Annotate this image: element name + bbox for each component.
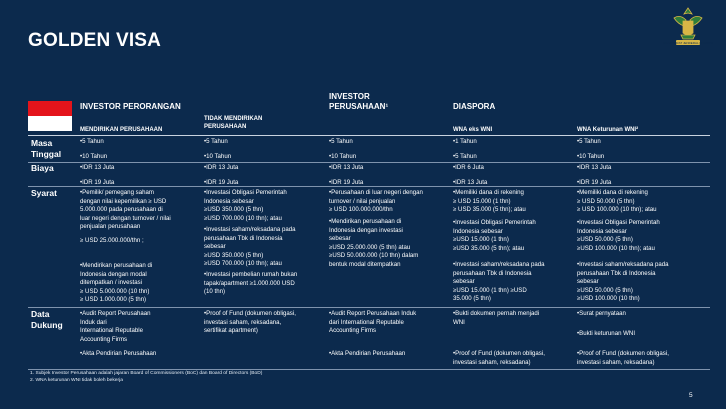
cell-line: •Audit Report Perusahaan Induk bbox=[329, 310, 417, 317]
table-bottom-border bbox=[28, 369, 710, 370]
cell-line: ≥ USD 100.000.000/thn bbox=[329, 206, 393, 214]
cell-line: ≥ USD 50.000 (5 thn) bbox=[577, 197, 635, 205]
biaya-perorangan-mendirikan bbox=[80, 164, 114, 187]
cell-line: ≥ USD 15.000 (1 thn) bbox=[453, 197, 511, 205]
data-dukung-perorangan-mendirikan-1 bbox=[80, 310, 151, 344]
cell-line: •5 Tahun bbox=[453, 152, 477, 160]
cell-line: •Mendirikan perusahaan di bbox=[80, 262, 153, 269]
page-title: GOLDEN VISA bbox=[28, 30, 162, 51]
cell-line: ≥USD 50.000 (5 thn) bbox=[577, 286, 633, 294]
cell-line: ≥USD 700.000 (10 thn); atau bbox=[204, 260, 282, 268]
cell-line: Induk dari bbox=[80, 318, 107, 326]
cell-line: 35.000 (5 thn) bbox=[453, 295, 491, 303]
cell-line: sebesar bbox=[577, 278, 599, 286]
row-divider bbox=[28, 307, 710, 308]
cell-line: ≥ USD 100.000 (10 thn); atau bbox=[577, 206, 657, 214]
cell-line: •Investasi Obligasi Pemerintah bbox=[204, 189, 287, 196]
masa-tinggal-wna-keturunan bbox=[577, 138, 604, 161]
cell-line: ≥USD 50.000.000 (10 thn) dalam bbox=[329, 252, 419, 260]
cell-line: •Perusahaan di luar negeri dengan bbox=[329, 189, 423, 196]
cell-line: Indonesia sebesar bbox=[577, 227, 627, 235]
cell-line: investasi saham, reksadana, bbox=[204, 318, 282, 326]
cell-line: •IDR 19 Juta bbox=[80, 178, 115, 186]
cell-line: ≥USD 35.000 (5 thn); atau bbox=[453, 244, 525, 252]
syarat-perorangan-mendirikan-2 bbox=[80, 237, 144, 246]
cell-line: (10 thn) bbox=[204, 288, 226, 296]
cell-line: perusahaan Tbk di Indonesia bbox=[577, 269, 656, 277]
masa-tinggal-wna-eks-wni bbox=[453, 138, 477, 161]
svg-text:DIREKTORAT JENDERAL IMIGRASI: DIREKTORAT JENDERAL IMIGRASI bbox=[663, 41, 713, 45]
cell-line: Accounting Firms bbox=[80, 335, 128, 343]
data-dukung-wna-eks-wni-1 bbox=[453, 310, 539, 327]
row-label-data-dukung: Data Dukung bbox=[31, 309, 63, 330]
cell-line: •Mendirikan perusahaan di bbox=[329, 218, 402, 225]
cell-line: Indonesia sebesar bbox=[204, 197, 254, 205]
subheader-tidak-mendirikan-perusahaan: TIDAK MENDIRIKAN PERUSAHAAN bbox=[204, 116, 263, 130]
syarat-wna-eks-wni-1 bbox=[453, 189, 526, 215]
biaya-wna-keturunan bbox=[577, 164, 611, 187]
cell-line: •Surat pernyataan bbox=[577, 310, 626, 317]
syarat-perorangan-mendirikan-1 bbox=[80, 189, 171, 232]
cell-line: bentuk modal ditempatkan bbox=[329, 260, 401, 268]
cell-line: ≥ USD 5.000.000 (10 thn) bbox=[80, 287, 150, 295]
cell-line: perusahaan Tbk di Indonesia bbox=[204, 234, 283, 242]
cell-line: •Akta Pendirian Perusahaan bbox=[329, 350, 406, 357]
syarat-wna-eks-wni-3 bbox=[453, 261, 545, 304]
cell-line: Indonesia dengan modal bbox=[80, 270, 147, 278]
cell-line: Accounting Firms bbox=[329, 327, 377, 335]
cell-line: investasi saham, reksadana) bbox=[453, 358, 531, 366]
footnote-2: 2. WNA keturunan WNI tidak boleh bekerja bbox=[30, 378, 123, 383]
syarat-wna-keturunan-1 bbox=[577, 189, 657, 215]
data-dukung-perusahaan-1 bbox=[329, 310, 416, 336]
biaya-wna-eks-wni bbox=[453, 164, 487, 187]
syarat-perorangan-tidak-mendirikan-2 bbox=[204, 226, 296, 269]
cell-line: •Bukti keturunan WNI bbox=[577, 330, 636, 337]
data-dukung-perorangan-mendirikan-2 bbox=[80, 350, 156, 359]
cell-line: ditempatkan / investasi bbox=[80, 279, 142, 287]
cell-line: dengan nilai kepemilikan ≥ USD bbox=[80, 197, 167, 205]
cell-line: •10 Tahun bbox=[329, 152, 357, 160]
cell-line: Indonesia dengan investasi bbox=[329, 226, 403, 234]
cell-line: ≥ USD 35.000 (5 thn); atau bbox=[453, 206, 526, 214]
cell-line: •IDR 13 Juta bbox=[577, 164, 612, 171]
cell-line: tapak/apartment ≥1.000.000 USD bbox=[204, 279, 295, 287]
row-label-syarat: Syarat bbox=[31, 188, 57, 198]
cell-line: •Investasi Obligasi Pemerintah bbox=[577, 219, 660, 226]
cell-line: •Investasi Obligasi Pemerintah bbox=[453, 219, 536, 226]
syarat-wna-keturunan-3 bbox=[577, 261, 669, 304]
row-label-masa-tinggal: Masa Tinggal bbox=[31, 138, 62, 159]
cell-line: •5 Tahun bbox=[80, 138, 104, 145]
cell-line: •Proof of Fund (dokumen obligasi, bbox=[204, 310, 296, 317]
cell-line: International Reputable bbox=[80, 327, 144, 335]
cell-line: investasi saham, reksadana) bbox=[577, 358, 655, 366]
cell-line: ≥ USD 1.000.000 (5 thn) bbox=[80, 296, 147, 304]
cell-line: •Pemilik/ pemegang saham bbox=[80, 189, 154, 196]
cell-line: •Audit Report Perusahaan bbox=[80, 310, 151, 317]
cell-line: sebesar bbox=[204, 243, 226, 251]
cell-line: turnover / nilai penjualan bbox=[329, 197, 396, 205]
cell-line: ≥USD 350.000 (5 thn) bbox=[204, 206, 264, 214]
biaya-perorangan-tidak-mendirikan bbox=[204, 164, 238, 187]
cell-line: ≥USD 350.000 (5 thn) bbox=[204, 251, 264, 259]
row-divider bbox=[28, 162, 710, 163]
cell-line: •10 Tahun bbox=[577, 152, 605, 160]
syarat-perusahaan-1 bbox=[329, 189, 423, 215]
indonesia-flag-icon bbox=[28, 101, 72, 131]
masa-tinggal-perorangan-mendirikan bbox=[80, 138, 107, 161]
cell-line: •Proof of Fund (dokumen obligasi, bbox=[453, 350, 545, 357]
table-header-divider bbox=[28, 135, 710, 136]
cell-line: •1 Tahun bbox=[453, 138, 477, 145]
cell-line: •Investasi saham/reksadana pada bbox=[577, 261, 669, 268]
syarat-perusahaan-2 bbox=[329, 218, 418, 270]
cell-line: sebesar bbox=[453, 278, 475, 286]
cell-line: sertifikat apartment) bbox=[204, 327, 258, 335]
cell-line: sebesar bbox=[329, 235, 351, 243]
subheader-wna-keturunan-wni: WNA Keturunan WNI² bbox=[577, 127, 639, 133]
cell-line: •Akta Pendirian Perusahaan bbox=[80, 350, 157, 357]
cell-line: WNI bbox=[453, 318, 465, 326]
data-dukung-wna-eks-wni-2 bbox=[453, 350, 545, 367]
cell-line: ≥USD 700.000 (10 thn); atau bbox=[204, 214, 282, 222]
cell-line: •Memiliki dana di rekening bbox=[453, 189, 524, 196]
syarat-perorangan-mendirikan-3 bbox=[80, 262, 152, 305]
cell-line: ≥USD 100.000 (10 thn) bbox=[577, 295, 640, 303]
cell-line: luar negeri dengan turnover / nilai bbox=[80, 214, 171, 222]
cell-line: •Investasi pembelian rumah bukan bbox=[204, 271, 298, 278]
header-diaspora: DIASPORA bbox=[453, 102, 496, 111]
cell-line: Indonesia sebesar bbox=[453, 227, 503, 235]
masa-tinggal-perorangan-tidak-mendirikan bbox=[204, 138, 231, 161]
garuda-emblem-icon bbox=[663, 4, 713, 48]
cell-line: •5 Tahun bbox=[577, 138, 601, 145]
cell-line: perusahaan Tbk di Indonesia bbox=[453, 269, 532, 277]
cell-line: •5 Tahun bbox=[204, 138, 228, 145]
syarat-perorangan-tidak-mendirikan-3 bbox=[204, 271, 297, 297]
cell-line: 5.000.000 pada perusahaan di bbox=[80, 206, 163, 214]
data-dukung-wna-keturunan-2 bbox=[577, 330, 635, 339]
cell-line: •IDR 13 Juta bbox=[80, 164, 115, 171]
biaya-perusahaan bbox=[329, 164, 363, 187]
syarat-wna-eks-wni-2 bbox=[453, 219, 536, 253]
cell-line: •5 Tahun bbox=[329, 138, 353, 145]
header-investor-perorangan: INVESTOR PERORANGAN bbox=[80, 102, 181, 111]
page-number: 5 bbox=[689, 392, 693, 399]
cell-line: ≥USD 15.000 (1 thn) bbox=[453, 236, 509, 244]
syarat-wna-keturunan-2 bbox=[577, 219, 660, 253]
data-dukung-wna-keturunan-3 bbox=[577, 350, 669, 367]
subheader-mendirikan-perusahaan: MENDIRIKAN PERUSAHAAN bbox=[80, 127, 163, 133]
data-dukung-perusahaan-2 bbox=[329, 350, 405, 359]
cell-line: ≥USD 100.000 (10 thn); atau bbox=[577, 244, 655, 252]
cell-line: ≥USD 25.000.000 (5 thn) atau bbox=[329, 243, 411, 251]
row-label-biaya: Biaya bbox=[31, 163, 54, 173]
cell-line: •IDR 19 Juta bbox=[577, 178, 612, 186]
cell-line: ≥USD 15.000 (1 thn) ≥USD bbox=[453, 286, 527, 294]
cell-line: •IDR 13 Juta bbox=[204, 164, 239, 171]
cell-line: •Memiliki dana di rekening bbox=[577, 189, 648, 196]
subheader-wna-eks-wni: WNA eks WNI bbox=[453, 127, 493, 133]
cell-line: •Bukti dokumen pernah menjadi bbox=[453, 310, 540, 317]
cell-line: dari International Reputable bbox=[329, 318, 404, 326]
cell-line: ≥USD 50.000 (5 thn) bbox=[577, 236, 633, 244]
footnote-1: 1. Subjek Investor Perusahaan adalah jajaran Board of Commissioners (BoC) dan Board of Directors (BoD) bbox=[30, 371, 263, 376]
data-dukung-perorangan-tidak-mendirikan bbox=[204, 310, 296, 336]
cell-line: •Investasi saham/reksadana pada bbox=[453, 261, 545, 268]
row-divider bbox=[28, 186, 710, 187]
cell-line: •IDR 6 Juta bbox=[453, 164, 484, 171]
cell-line: •Investasi saham/reksadana pada bbox=[204, 226, 296, 233]
cell-line: •IDR 19 Juta bbox=[329, 178, 364, 186]
cell-line: •10 Tahun bbox=[204, 152, 232, 160]
cell-line: •Proof of Fund (dokumen obligasi, bbox=[577, 350, 669, 357]
syarat-perorangan-tidak-mendirikan-1 bbox=[204, 189, 287, 223]
cell-line: •IDR 19 Juta bbox=[204, 178, 239, 186]
cell-line: •IDR 13 Juta bbox=[329, 164, 364, 171]
cell-line: ≥ USD 25.000.000/thn ; bbox=[80, 237, 144, 244]
cell-line: •10 Tahun bbox=[80, 152, 108, 160]
data-dukung-wna-keturunan-1 bbox=[577, 310, 626, 319]
masa-tinggal-perusahaan bbox=[329, 138, 356, 161]
cell-line: penjualan perusahaan bbox=[80, 223, 141, 231]
header-investor-perusahaan: INVESTOR PERUSAHAAN¹ bbox=[329, 92, 389, 111]
cell-line: •IDR 13 Juta bbox=[453, 178, 488, 186]
